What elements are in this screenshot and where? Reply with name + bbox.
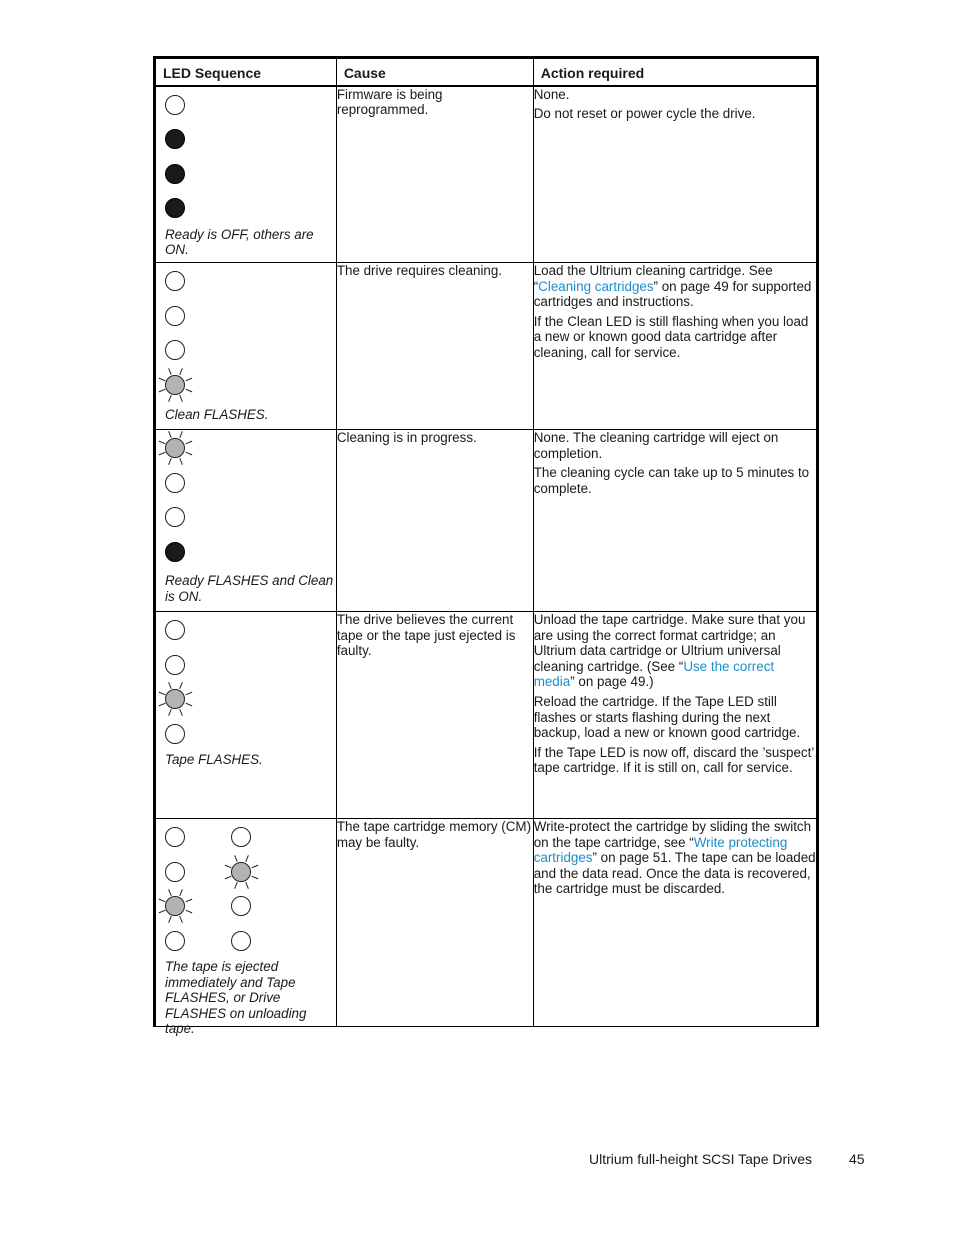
cause-cell: Cleaning is in progress.	[336, 430, 533, 612]
footer-title: Ultrium full-height SCSI Tape Drives	[589, 1151, 813, 1167]
led-cell	[155, 612, 337, 819]
led-off-icon	[231, 827, 251, 847]
led-flashing-icon	[231, 862, 251, 882]
led-on-icon	[165, 129, 185, 149]
led-on-icon	[165, 198, 185, 218]
action-paragraph	[534, 745, 816, 776]
led-caption: Tape FLASHES.	[165, 752, 263, 767]
led-sequence-table	[153, 56, 819, 1036]
led-flashing-icon	[165, 689, 185, 709]
led-caption: Clean FLASHES.	[165, 407, 269, 422]
action-text: Do not reset or power cycle the drive.	[533, 106, 756, 122]
cross-reference-link[interactable]: Use the correct media	[533, 658, 775, 690]
table-row	[155, 263, 818, 430]
action-cell	[533, 430, 817, 612]
page-number: 45	[849, 1151, 865, 1167]
led-caption: Ready FLASHES and Clean is ON.	[165, 573, 334, 604]
action-text: Reload the cartridge. If the Tape LED still flashes or starts flashing during the next backup, load a new or known good cartridge.	[533, 693, 801, 741]
action-cell	[533, 612, 817, 819]
led-off-icon	[165, 862, 185, 882]
action-paragraph	[534, 430, 816, 461]
action-text: None. The cleaning cartridge will eject on completion.	[533, 430, 779, 461]
led-cell	[155, 86, 337, 263]
action-text: The cleaning cycle can take up to 5 minutes to complete.	[533, 465, 810, 496]
action-text: ” on page 49.)	[570, 674, 654, 690]
action-text: None.	[533, 86, 570, 102]
led-cell	[155, 430, 337, 612]
action-text: If the Tape LED is now off, discard the ’suspect’ tape cartridge. If it is still on, call for service.	[533, 744, 814, 776]
led-off-icon	[165, 340, 185, 360]
led-off-icon	[165, 655, 185, 675]
led-off-icon	[231, 931, 251, 951]
cause-cell: The drive believes the current tape or the tape just ejected is faulty.	[336, 612, 533, 819]
led-flashing-icon	[165, 375, 185, 395]
action-paragraph	[534, 263, 816, 310]
action-paragraph	[534, 694, 816, 741]
led-off-icon	[165, 271, 185, 291]
led-off-icon	[165, 827, 185, 847]
action-text: If the Clean LED is still flashing when you load a new or known good data cartridge after cleaning, call for service.	[533, 313, 809, 360]
led-off-icon	[165, 507, 185, 527]
led-off-icon	[165, 931, 185, 951]
action-paragraph	[534, 465, 816, 496]
table-row	[155, 819, 818, 1027]
table-row	[155, 430, 818, 612]
led-off-icon	[165, 620, 185, 640]
action-text: Unload the tape cartridge. Make sure that you are using the correct format cartridge; an Ultrium data cartridge or Ultrium universal cleaning cartridge. (See “	[533, 612, 806, 674]
action-cell	[533, 263, 817, 430]
action-cell	[533, 86, 817, 263]
cause-cell: Firmware is being reprogrammed.	[336, 86, 533, 263]
action-text: Load the Ultrium cleaning cartridge. See “	[533, 263, 773, 294]
action-text: Write-protect the cartridge by sliding the switch on the tape cartridge, see “	[533, 819, 812, 850]
action-text: ” on page 51. The tape can be loaded and the data read. Once the data is recovered, the cartridge must be discarded.	[533, 850, 816, 897]
led-on-icon	[165, 164, 185, 184]
cross-reference-link[interactable]: Write protecting cartridges	[533, 834, 788, 866]
cause-cell: The tape cartridge memory (CM) may be faulty.	[336, 819, 533, 1027]
led-flashing-icon	[165, 896, 185, 916]
led-cell	[155, 263, 337, 430]
table-row	[155, 86, 818, 263]
action-cell	[533, 819, 817, 1027]
led-caption: The tape is ejected immediately and Tape FLASHES, or Drive FLASHES on unloading tape.	[165, 959, 307, 1036]
led-flashing-icon	[165, 438, 185, 458]
cause-cell: The drive requires cleaning.	[336, 263, 533, 430]
action-paragraph	[534, 314, 816, 361]
action-paragraph	[534, 106, 816, 122]
action-text: ” on page 49 for supported cartridges and instructions.	[533, 278, 812, 310]
led-caption: Ready is OFF, others are ON.	[165, 226, 314, 257]
header-action-required: Action required	[533, 58, 817, 86]
led-on-icon	[165, 542, 185, 562]
led-off-icon	[165, 95, 185, 115]
table-header-row	[155, 58, 818, 86]
header-cause: Cause	[336, 58, 533, 86]
table-row	[155, 612, 818, 819]
header-led-sequence: LED Sequence	[155, 58, 337, 86]
action-paragraph	[534, 87, 816, 103]
action-paragraph	[534, 819, 816, 897]
led-off-icon	[165, 473, 185, 493]
led-off-icon	[165, 724, 185, 744]
led-off-icon	[231, 896, 251, 916]
led-cell	[155, 819, 337, 1036]
action-paragraph	[534, 612, 816, 690]
led-off-icon	[165, 306, 185, 326]
cross-reference-link[interactable]: Cleaning cartridges	[538, 278, 654, 294]
